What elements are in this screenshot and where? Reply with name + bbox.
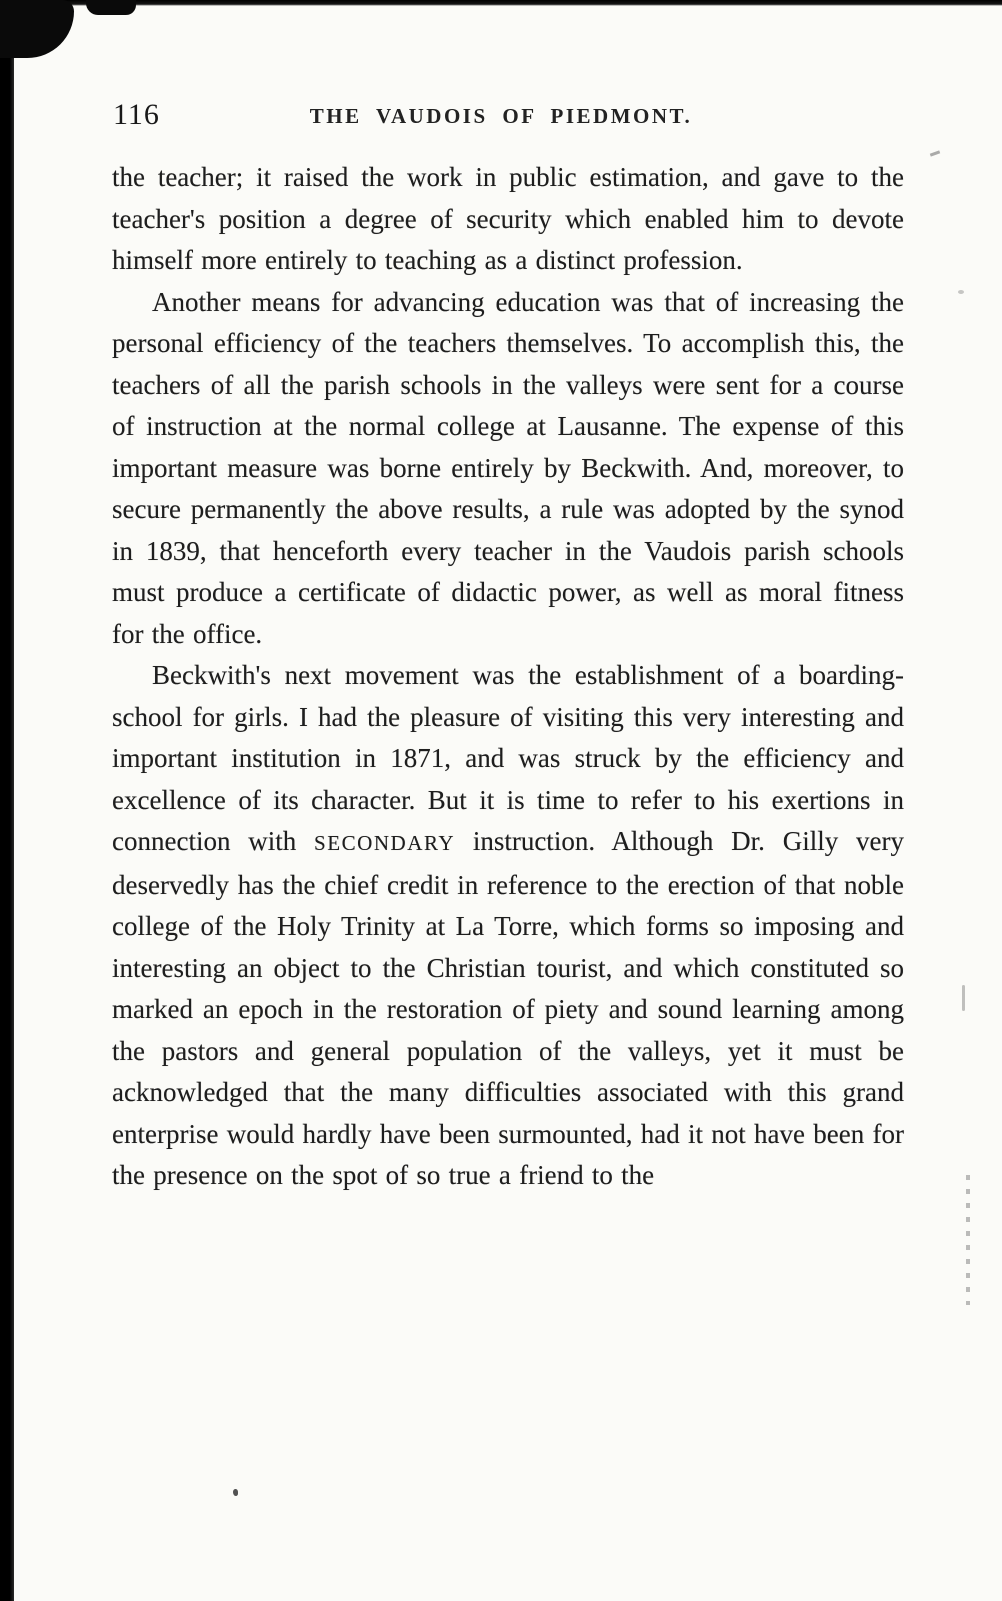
scan-artifact-right-tick xyxy=(930,150,940,156)
paragraph-continuation: the teacher; it raised the work in public estimation, and gave to the teacher's position a degree of security which enabled him to devote himself more entirely to teaching as a distinct profession. xyxy=(112,162,904,275)
scan-artifact-right-smudge xyxy=(966,1175,970,1305)
paragraph-text: instruction. Although Dr. Gilly very deservedly has the chief credit in reference to the erection of that noble college of the Holy Trinity at La Torre, which forms so imposing and interesting an object to the Christian tourist, and which constituted so marked an epoch in the restoration of piety and sound learning among the pastors and general population of the valleys, yet it must be acknowledged that the many difficulties associated with this grand enterprise would hardly have been surmounted, had it not have been for the presence on the spot of so true a friend to the xyxy=(112,826,904,1190)
page-header xyxy=(0,98,1002,138)
paragraph xyxy=(112,655,904,1197)
scan-artifact-top-edge xyxy=(0,0,1002,6)
scan-artifact-corner-blob xyxy=(0,0,74,58)
running-title: THE VAUDOIS OF PIEDMONT. xyxy=(309,104,693,128)
page-body xyxy=(112,157,904,1197)
scan-artifact-left-edge xyxy=(0,0,14,1601)
paragraph: Another means for advancing education was that of increasing the personal efficiency of the teachers themselves. To accomplish this, the teachers of all the parish schools in the valleys were sent for a course of instruction at the normal college at Lausanne. The expense of this important measure was borne entirely by Beckwith. And, moreover, to secure permanently the above results, a rule was adopted by the synod in 1839, that henceforth every teacher in the Vaudois parish schools must produce a certificate of didactic power, as well as moral fitness for the office. xyxy=(112,286,904,649)
smallcaps-word: SECONDARY xyxy=(314,831,456,855)
scan-artifact-right-smudge xyxy=(962,985,965,1011)
scan-artifact-bottom-dot xyxy=(233,1489,238,1496)
scan-artifact-top-blob xyxy=(86,0,136,15)
paragraph-text: Beckwith's next movement was the establishment of a boarding-school for girls. I had the pleasure of visiting this very interesting and important institution in 1871, and was struck by the efficiency and excellence of its character. But it is time to refer to his exertions in connection with xyxy=(112,660,904,856)
page-number: 116 xyxy=(113,98,160,131)
scan-artifact-right-smudge xyxy=(958,290,964,294)
